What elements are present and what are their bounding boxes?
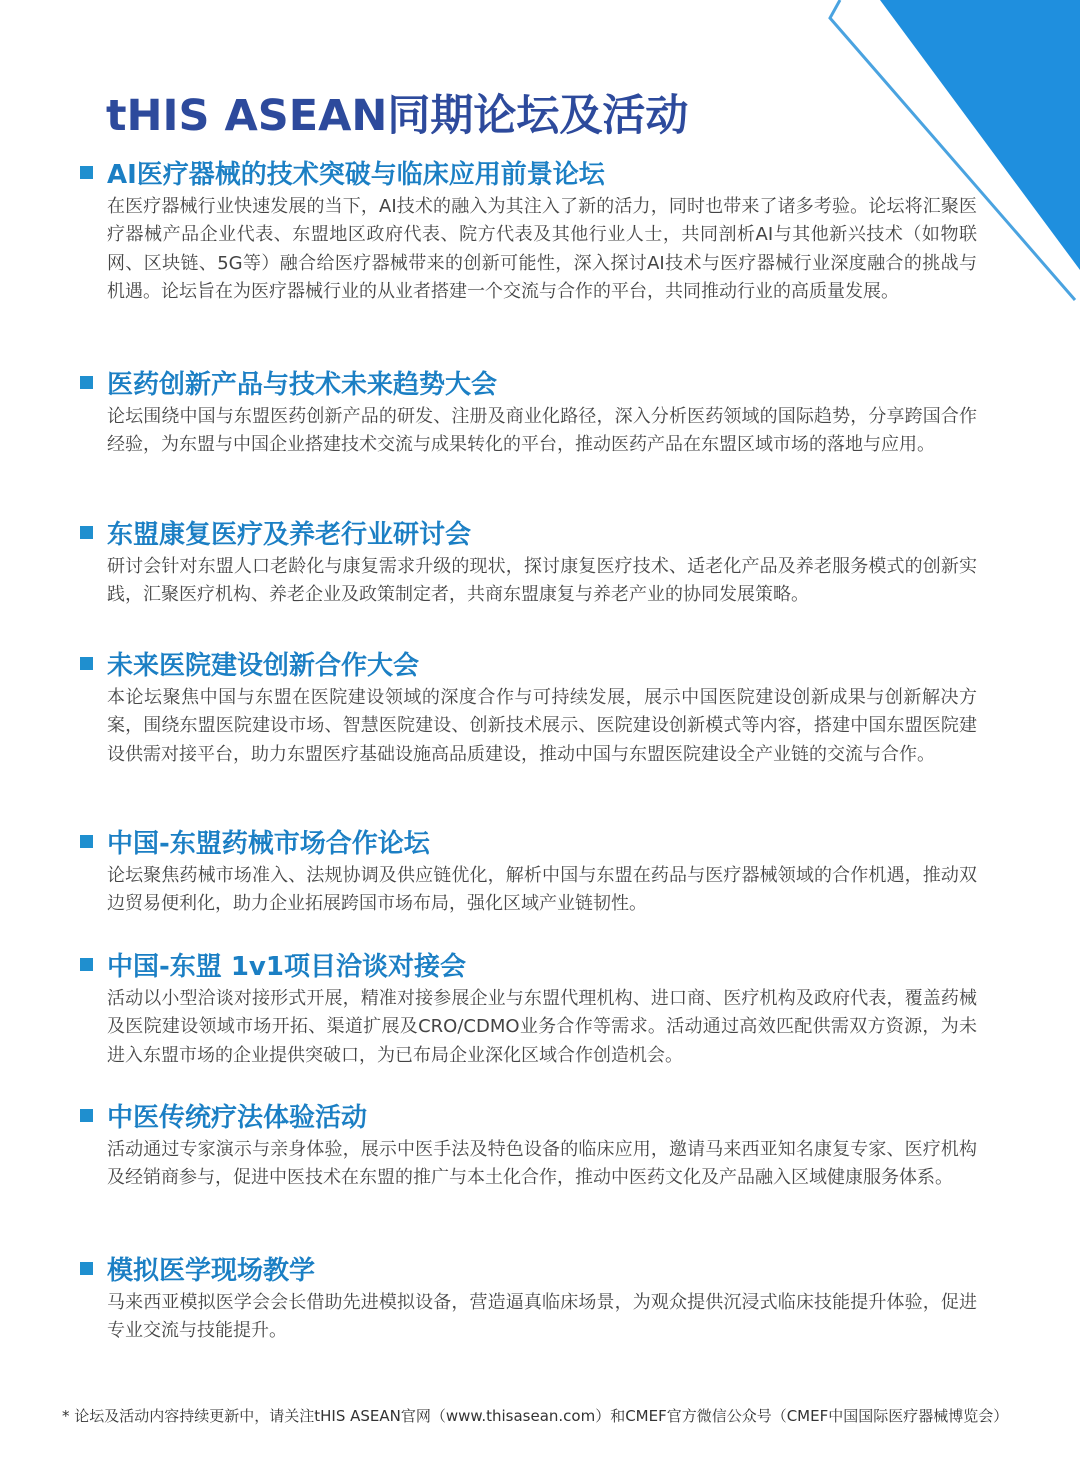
square-bullet-icon xyxy=(80,657,93,670)
square-bullet-icon xyxy=(80,1109,93,1122)
square-bullet-icon xyxy=(80,376,93,389)
section-heading: 医药创新产品与技术未来趋势大会 xyxy=(107,369,498,400)
section-body: 论坛围绕中国与东盟医药创新产品的研发、注册及商业化路径，深入分析医药领域的国际趋势，分享跨国合作经验，为东盟与中国企业搭建技术交流与成果转化的平台，推动医药产品在东盟区域市场的落地与应用。 xyxy=(107,406,977,456)
section-ai-medical-devices xyxy=(80,153,980,307)
section-body: 活动通过专家演示与亲身体验，展示中医手法及特色设备的临床应用，邀请马来西亚知名康复专家、医疗机构及经销商参与，促进中医技术在东盟的推广与本土化合作，推动中医药文化及产品融入区域健康服务体系。 xyxy=(107,1139,977,1189)
square-bullet-icon xyxy=(80,166,93,179)
section-heading: 中医传统疗法体验活动 xyxy=(107,1102,368,1133)
section-heading: 东盟康复医疗及养老行业研讨会 xyxy=(107,519,472,550)
section-heading: AI医疗器械的技术突破与临床应用前景论坛 xyxy=(107,159,605,190)
section-body: 本论坛聚焦中国与东盟在医院建设领域的深度合作与可持续发展，展示中国医院建设创新成果与创新解决方案，围绕东盟医院建设市场、智慧医院建设、创新技术展示、医院建设创新模式等内容，搭建中国东盟医院建设供需对接平台，助力东盟医疗基础设施高品质建设，推动中国与东盟医院建设全产业链的交流与合作。 xyxy=(107,687,977,765)
section-1v1-matchmaking xyxy=(80,945,980,1070)
section-heading: 中国-东盟药械市场合作论坛 xyxy=(107,828,430,859)
section-heading: 未来医院建设创新合作大会 xyxy=(107,650,420,681)
section-pharma-device-market xyxy=(80,822,980,919)
section-simulation-medicine xyxy=(80,1249,980,1346)
footnote: * 论坛及活动内容持续更新中，请关注tHIS ASEAN官网（www.thisasean.com）和CMEF官方微信公众号（CMEF中国国际医疗器械博览会） xyxy=(62,1407,1009,1425)
page-title: tHIS ASEAN同期论坛及活动 xyxy=(106,91,689,141)
section-pharma-innovation xyxy=(80,363,980,460)
section-body: 研讨会针对东盟人口老龄化与康复需求升级的现状，探讨康复医疗技术、适老化产品及养老服务模式的创新实践，汇聚医疗机构、养老企业及政策制定者，共商东盟康复与养老产业的协同发展策略。 xyxy=(107,556,977,606)
section-body: 马来西亚模拟医学会会长借助先进模拟设备，营造逼真临床场景，为观众提供沉浸式临床技能提升体验，促进专业交流与技能提升。 xyxy=(107,1292,977,1342)
section-heading: 中国-东盟 1v1项目洽谈对接会 xyxy=(107,951,466,982)
section-heading: 模拟医学现场教学 xyxy=(107,1255,316,1286)
section-body: 活动以小型洽谈对接形式开展，精准对接参展企业与东盟代理机构、进口商、医疗机构及政府代表，覆盖药械及医院建设领域市场开拓、渠道扩展及CRO/CDMO业务合作等需求。活动通过高效匹配供需双方资源，为未进入东盟市场的企业提供突破口，为已布局企业深化区域合作创造机会。 xyxy=(107,988,977,1066)
square-bullet-icon xyxy=(80,835,93,848)
square-bullet-icon xyxy=(80,958,93,971)
section-rehab-elderly-care xyxy=(80,513,980,610)
square-bullet-icon xyxy=(80,1262,93,1275)
section-tcm-experience xyxy=(80,1096,980,1193)
section-body: 论坛聚焦药械市场准入、法规协调及供应链优化，解析中国与东盟在药品与医疗器械领域的合作机遇，推动双边贸易便利化，助力企业拓展跨国市场布局，强化区域产业链韧性。 xyxy=(107,865,977,915)
square-bullet-icon xyxy=(80,526,93,539)
section-body: 在医疗器械行业快速发展的当下，AI技术的融入为其注入了新的活力，同时也带来了诸多考验。论坛将汇聚医疗器械产品企业代表、东盟地区政府代表、院方代表及其他行业人士，共同剖析AI与其他新兴技术（如物联网、区块链、5G等）融合给医疗器械带来的创新可能性，深入探讨AI技术与医疗器械行业深度融合的挑战与机遇。论坛旨在为医疗器械行业的从业者搭建一个交流与合作的平台，共同推动行业的高质量发展。 xyxy=(107,196,977,303)
section-future-hospital xyxy=(80,644,980,769)
